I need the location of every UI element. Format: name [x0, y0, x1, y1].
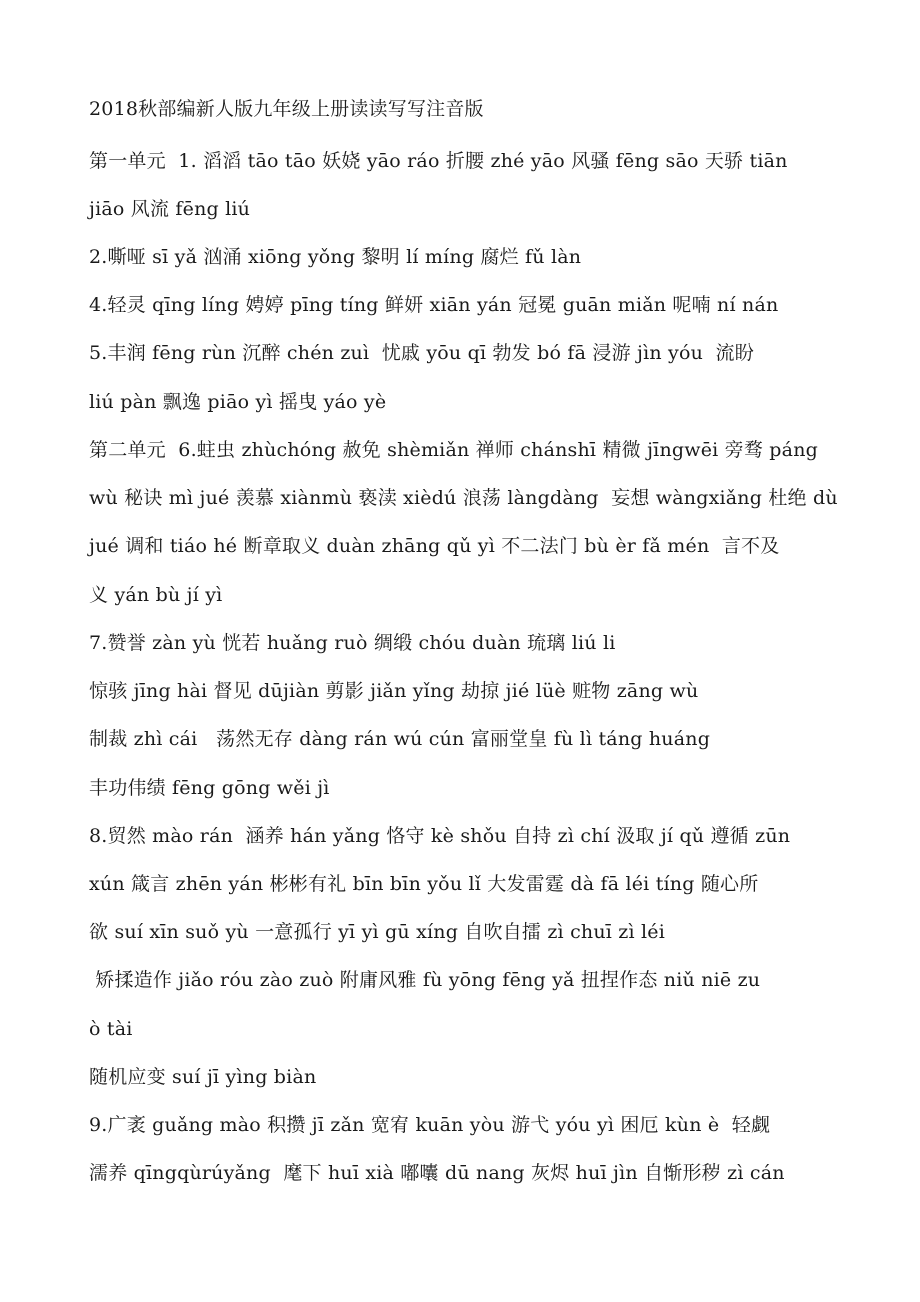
- text-line: 制裁 zhì cái 荡然无存 dàng rán wú cún 富丽堂皇 fù lì táng huáng: [89, 728, 711, 750]
- text-line: 4.轻灵 qīng líng 娉婷 pīng tíng 鲜妍 xiān yán 冠冕 guān miǎn 呢喃 ní nán: [89, 294, 779, 316]
- text-line: 义 yán bù jí yì: [89, 584, 223, 606]
- text-line: wù 秘诀 mì jué 羡慕 xiànmù 亵渎 xièdú 浪荡 làngdàng 妄想 wàngxiǎng 杜绝 dù: [89, 487, 838, 509]
- text-line: 丰功伟绩 fēng gōng wěi jì: [89, 777, 330, 799]
- text-line: 随机应变 suí jī yìng biàn: [89, 1066, 317, 1088]
- text-line: xún 箴言 zhēn yán 彬彬有礼 bīn bīn yǒu lǐ 大发雷霆 dà fā léi tíng 随心所: [89, 873, 759, 895]
- text-line: 5.丰润 fēng rùn 沉醉 chén zuì 忧戚 yōu qī 勃发 bó fā 浸游 jìn yóu 流盼: [89, 342, 754, 364]
- text-line: liú pàn 飘逸 piāo yì 摇曳 yáo yè: [89, 391, 387, 413]
- text-line: 2.嘶哑 sī yǎ 汹涌 xiōng yǒng 黎明 lí míng 腐烂 fǔ làn: [89, 246, 582, 268]
- document-title: 2018秋部编新人版九年级上册读读写写注音版: [89, 98, 484, 120]
- text-line: 第一单元 1. 滔滔 tāo tāo 妖娆 yāo ráo 折腰 zhé yāo 风骚 fēng sāo 天骄 tiān: [89, 150, 788, 172]
- text-line: 矫揉造作 jiǎo róu zào zuò 附庸风雅 fù yōng fēng yǎ 扭捏作态 niǔ niē zu: [89, 969, 761, 991]
- text-line: 8.贸然 mào rán 涵养 hán yǎng 恪守 kè shǒu 自持 zì chí 汲取 jí qǔ 遵循 zūn: [89, 825, 791, 847]
- text-line: ò tài: [89, 1018, 133, 1040]
- text-line: 第二单元 6.蛀虫 zhùchóng 赦免 shèmiǎn 禅师 chánshī 精微 jīngwēi 旁骛 páng: [89, 439, 819, 461]
- text-line: 欲 suí xīn suǒ yù 一意孤行 yī yì gū xíng 自吹自擂 zì chuī zì léi: [89, 921, 666, 943]
- text-line: jiāo 风流 fēng liú: [89, 198, 251, 220]
- text-line: 濡养 qīngqùrúyǎng 麾下 huī xià 嘟囔 dū nang 灰烬 huī jìn 自惭形秽 zì cán: [89, 1162, 785, 1184]
- text-line: 惊骇 jīng hài 督见 dūjiàn 剪影 jiǎn yǐng 劫掠 jié lüè 赃物 zāng wù: [89, 680, 699, 702]
- text-line: 7.赞誉 zàn yù 恍若 huǎng ruò 绸缎 chóu duàn 琉璃 liú li: [89, 632, 616, 654]
- text-line: 9.广袤 guǎng mào 积攒 jī zǎn 宽宥 kuān yòu 游弋 yóu yì 困厄 kùn è 轻觑: [89, 1114, 771, 1136]
- text-line: jué 调和 tiáo hé 断章取义 duàn zhāng qǔ yì 不二法门 bù èr fǎ mén 言不及: [89, 535, 780, 557]
